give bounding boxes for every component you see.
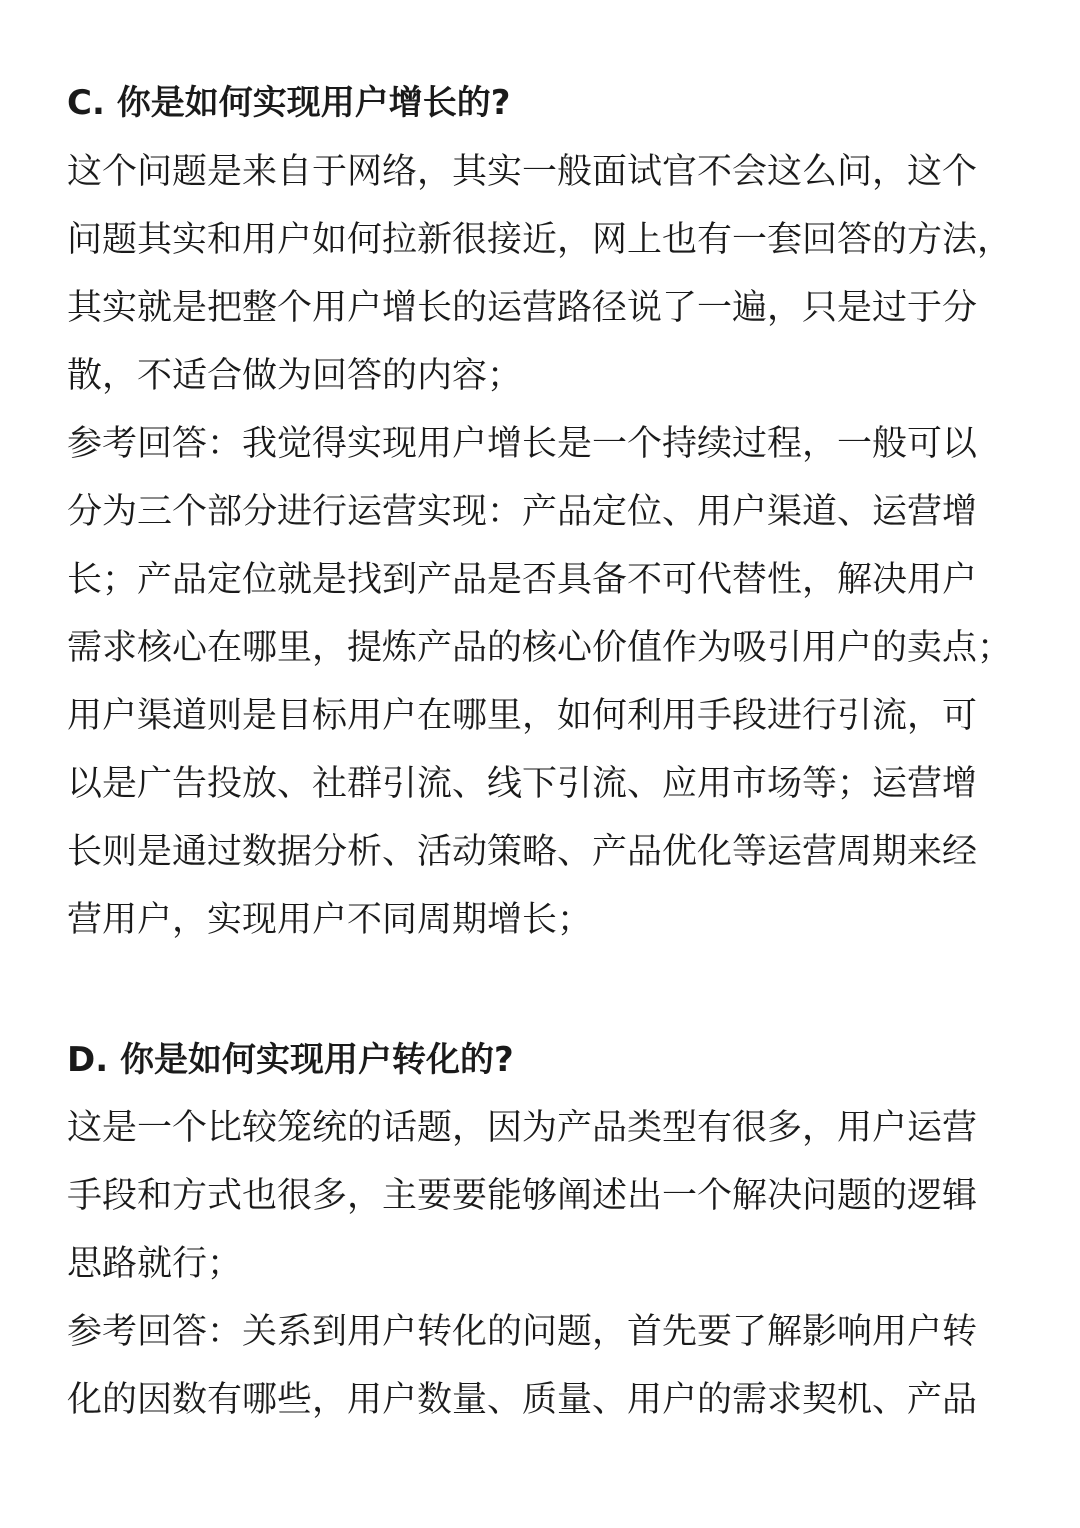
- section-d-answer-line: 参考回答：关系到用户转化的问题，首先要了解影响用户转: [67, 1312, 978, 1352]
- section-c-answer-line: 分为三个部分进行运营实现：产品定位、用户渠道、运营增: [67, 492, 978, 532]
- section-d-heading: D. 你是如何实现用户转化的?: [67, 1040, 514, 1080]
- section-c-answer-line: 参考回答：我觉得实现用户增长是一个持续过程，一般可以: [67, 424, 978, 464]
- section-d-line: 手段和方式也很多，主要要能够阐述出一个解决问题的逻辑: [67, 1176, 978, 1216]
- section-c-heading: C. 你是如何实现用户增长的?: [67, 83, 511, 123]
- section-c-answer-line: 长；产品定位就是找到产品是否具备不可代替性，解决用户: [67, 560, 978, 600]
- section-c-line: 问题其实和用户如何拉新很接近，网上也有一套回答的方法，: [67, 220, 1013, 260]
- section-c-line: 这个问题是来自于网络，其实一般面试官不会这么问，这个: [67, 152, 978, 192]
- section-c-line: 其实就是把整个用户增长的运营路径说了一遍，只是过于分: [67, 288, 978, 328]
- section-c-answer-line: 营用户，实现用户不同周期增长；: [67, 900, 593, 940]
- section-d-line: 思路就行；: [67, 1244, 243, 1284]
- section-c-answer-line: 需求核心在哪里，提炼产品的核心价值作为吸引用户的卖点；: [67, 628, 1013, 668]
- section-c-answer-line: 以是广告投放、社群引流、线下引流、应用市场等；运营增: [67, 764, 978, 804]
- section-c-answer-line: 长则是通过数据分析、活动策略、产品优化等运营周期来经: [67, 832, 978, 872]
- section-c-answer-line: 用户渠道则是目标用户在哪里，如何利用手段进行引流，可: [67, 696, 978, 736]
- section-c-line: 散，不适合做为回答的内容；: [67, 356, 523, 396]
- section-d-answer-line: 化的因数有哪些，用户数量、质量、用户的需求契机、产品: [67, 1380, 978, 1420]
- section-d-line: 这是一个比较笼统的话题，因为产品类型有很多，用户运营: [67, 1108, 978, 1148]
